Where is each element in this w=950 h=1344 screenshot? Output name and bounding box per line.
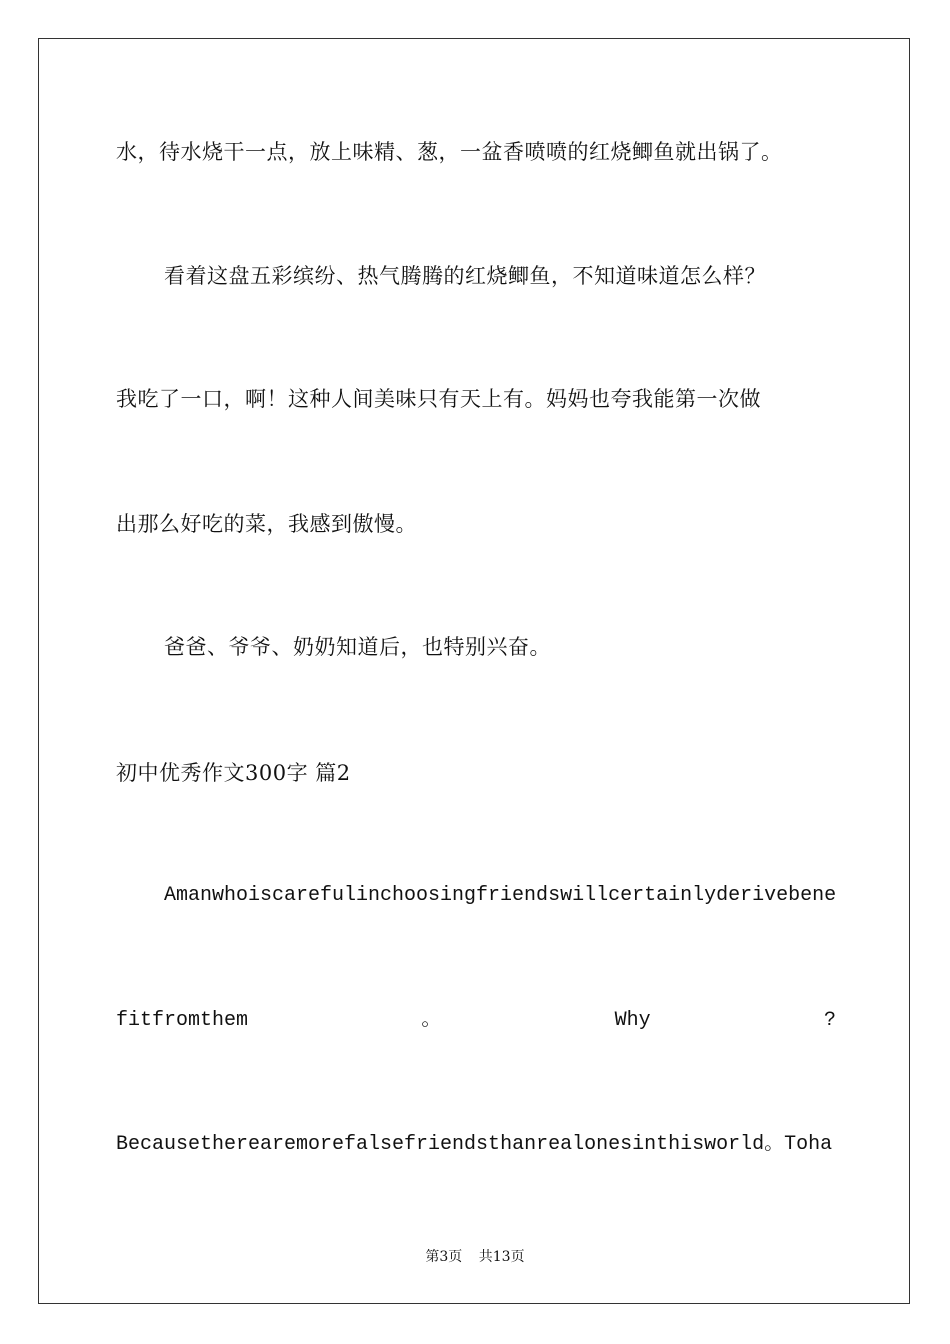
english-fragment-1: fitfromthem [116, 1009, 249, 1032]
page-footer [0, 1246, 950, 1266]
english-line-2 [116, 1006, 836, 1036]
english-line-1: Amanwhoiscarefulinchoosingfriendswillcertainlyderivebene [164, 884, 837, 907]
text-line-2: 看着这盘五彩缤纷、热气腾腾的红烧鲫鱼，不知道味道怎么样？ [164, 264, 766, 288]
english-fragment-2: 。 [421, 1009, 442, 1032]
english-fragment-4: ? [823, 1009, 836, 1032]
text-line-3: 我吃了一口，啊！这种人间美味只有天上有。妈妈也夸我能第一次做 [116, 387, 761, 411]
section-title: 初中优秀作文300字 篇2 [116, 761, 351, 785]
text-line-1: 水，待水烧干一点，放上味精、葱，一盆香喷喷的红烧鲫鱼就出锅了。 [116, 140, 783, 164]
page-number: 第3页 [425, 1249, 463, 1265]
text-line-5: 爸爸、爷爷、奶奶知道后，也特别兴奋。 [164, 635, 551, 659]
english-line-3: Becausetherearemorefalsefriendsthanrealonesinthisworld。Toha [116, 1133, 833, 1156]
english-fragment-3: Why [614, 1009, 651, 1032]
text-line-4: 出那么好吃的菜，我感到傲慢。 [116, 512, 417, 536]
page-total: 共13页 [478, 1249, 525, 1265]
page-border [38, 38, 910, 1304]
